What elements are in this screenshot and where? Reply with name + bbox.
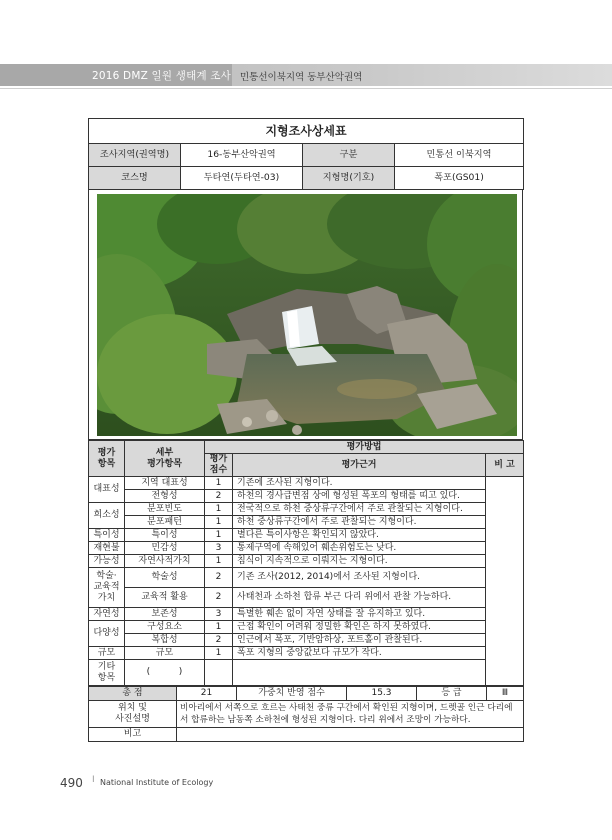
table-row bbox=[89, 660, 524, 686]
detail-cell: 보존성 bbox=[125, 608, 205, 621]
table-row bbox=[89, 490, 524, 503]
reason-cell: 침식이 지속적으로 이뤄지는 지형이다. bbox=[233, 555, 486, 568]
score-cell: 2 bbox=[205, 568, 233, 588]
score-summary-row bbox=[89, 687, 524, 701]
table-row bbox=[89, 529, 524, 542]
score-cell: 2 bbox=[205, 634, 233, 647]
table-row bbox=[89, 647, 524, 660]
region-label: 조사지역(권역명) bbox=[89, 144, 181, 167]
table-row bbox=[89, 477, 524, 490]
table-row bbox=[89, 555, 524, 568]
note-value bbox=[177, 728, 524, 742]
location-description: 비아리에서 서쪽으로 흐르는 사태천 중류 구간에서 확인된 지형이며, 드렛골 인근 다리에서 합류하는 남동쪽 소하천에 형성된 지형이다. 다리 위에서 조망이 가능하다. bbox=[177, 701, 524, 728]
running-header-subtitle: 민통선이북지역 동부산악권역 bbox=[240, 72, 363, 83]
evaluation-table bbox=[88, 440, 524, 686]
category-cell: 희소성 bbox=[89, 503, 125, 529]
score-cell: 1 bbox=[205, 647, 233, 660]
survey-sheet bbox=[88, 118, 523, 738]
category-cell: 가능성 bbox=[89, 555, 125, 568]
col-item: 평가 항목 bbox=[89, 441, 125, 477]
detail-cell: 민감성 bbox=[125, 542, 205, 555]
location-label: 위치 및 사진설명 bbox=[89, 701, 177, 728]
detail-cell: 구성요소 bbox=[125, 621, 205, 634]
col-detail: 세부 평가항목 bbox=[125, 441, 205, 477]
info-table bbox=[88, 118, 524, 190]
category-cell: 다양성 bbox=[89, 621, 125, 647]
category-cell: 대표성 bbox=[89, 477, 125, 503]
score-cell: 1 bbox=[205, 621, 233, 634]
note-cell bbox=[486, 477, 524, 686]
detail-cell: 학술성 bbox=[125, 568, 205, 588]
score-cell: 1 bbox=[205, 503, 233, 516]
reason-cell bbox=[233, 660, 486, 686]
table-row bbox=[89, 542, 524, 555]
detail-cell: ( ) bbox=[125, 660, 205, 686]
table-row bbox=[89, 588, 524, 608]
reason-cell: 전국적으로 하천 중상류구간에서 주로 관찰되는 지형이다. bbox=[233, 503, 486, 516]
table-row bbox=[89, 516, 524, 529]
reason-cell: 사태천과 소하천 합류 부근 다리 위에서 관찰 가능하다. bbox=[233, 588, 486, 608]
score-cell: 1 bbox=[205, 477, 233, 490]
region-value: 16-동부산악권역 bbox=[181, 144, 303, 167]
footer-separator: I bbox=[92, 775, 95, 785]
category-cell: 기타 항목 bbox=[89, 660, 125, 686]
detail-cell: 복합성 bbox=[125, 634, 205, 647]
col-method: 평가방법 bbox=[205, 441, 524, 454]
reason-cell: 별다른 특이사항은 확인되지 않았다. bbox=[233, 529, 486, 542]
category-cell: 재현불 bbox=[89, 542, 125, 555]
category-cell: 학술· 교육적 가치 bbox=[89, 568, 125, 608]
photo-frame bbox=[88, 190, 523, 440]
page-number: 490 bbox=[60, 776, 83, 790]
detail-cell: 지역 대표성 bbox=[125, 477, 205, 490]
header-divider bbox=[0, 88, 612, 89]
total-value: 21 bbox=[177, 687, 237, 701]
reason-cell: 하천의 경사급변점 상에 형성된 폭포의 형태를 띠고 있다. bbox=[233, 490, 486, 503]
detail-cell: 분포패턴 bbox=[125, 516, 205, 529]
reason-cell: 인근에서 폭포, 기반암하상, 포트홀이 관찰된다. bbox=[233, 634, 486, 647]
score-cell: 2 bbox=[205, 490, 233, 503]
col-score: 평가 점수 bbox=[205, 454, 233, 477]
col-note: 비 고 bbox=[486, 454, 524, 477]
location-row bbox=[89, 701, 524, 728]
total-label: 총 점 bbox=[89, 687, 177, 701]
grade-value: Ⅲ bbox=[487, 687, 524, 701]
grade-label: 등 급 bbox=[417, 687, 487, 701]
weighted-label: 가중치 반영 점수 bbox=[237, 687, 347, 701]
detail-cell: 자연사적가치 bbox=[125, 555, 205, 568]
detail-cell: 전형성 bbox=[125, 490, 205, 503]
table-row bbox=[89, 608, 524, 621]
detail-cell: 규모 bbox=[125, 647, 205, 660]
detail-cell: 분포빈도 bbox=[125, 503, 205, 516]
note-row bbox=[89, 728, 524, 742]
reason-cell: 폭포 지형의 중앙값보다 규모가 작다. bbox=[233, 647, 486, 660]
course-value: 두타연(두타연-03) bbox=[181, 167, 303, 190]
table-row bbox=[89, 568, 524, 588]
score-cell bbox=[205, 660, 233, 686]
waterfall-photo bbox=[97, 194, 517, 436]
course-label: 코스명 bbox=[89, 167, 181, 190]
table-row bbox=[89, 621, 524, 634]
category-cell: 규모 bbox=[89, 647, 125, 660]
score-cell: 3 bbox=[205, 608, 233, 621]
weighted-value: 15.3 bbox=[347, 687, 417, 701]
footer-organization: National Institute of Ecology bbox=[100, 778, 214, 787]
summary-table bbox=[88, 686, 524, 742]
category-cell: 특이성 bbox=[89, 529, 125, 542]
division-value: 민통선 이북지역 bbox=[395, 144, 524, 167]
landform-value: 폭포(GS01) bbox=[395, 167, 524, 190]
score-cell: 1 bbox=[205, 529, 233, 542]
reason-cell: 기존에 조사된 지형이다. bbox=[233, 477, 486, 490]
score-cell: 3 bbox=[205, 542, 233, 555]
landform-label: 지형명(기호) bbox=[303, 167, 395, 190]
detail-cell: 특이성 bbox=[125, 529, 205, 542]
score-cell: 1 bbox=[205, 516, 233, 529]
running-header-title: 2016 DMZ 일원 생태계 조사 bbox=[92, 70, 232, 82]
reason-cell: 하천 중상류구간에서 주로 관찰되는 지형이다. bbox=[233, 516, 486, 529]
table-row bbox=[89, 503, 524, 516]
table-row bbox=[89, 634, 524, 647]
score-cell: 2 bbox=[205, 588, 233, 608]
reason-cell: 기존 조사(2012, 2014)에서 조사된 지형이다. bbox=[233, 568, 486, 588]
col-reason: 평가근거 bbox=[233, 454, 486, 477]
sheet-title: 지형조사상세표 bbox=[89, 119, 524, 144]
category-cell: 자연성 bbox=[89, 608, 125, 621]
detail-cell: 교육적 활용 bbox=[125, 588, 205, 608]
reason-cell: 특별한 훼손 없이 자연 상태를 잘 유지하고 있다. bbox=[233, 608, 486, 621]
score-cell: 1 bbox=[205, 555, 233, 568]
reason-cell: 통제구역에 속해있어 훼손위험도는 낮다. bbox=[233, 542, 486, 555]
note-label: 비고 bbox=[89, 728, 177, 742]
division-label: 구분 bbox=[303, 144, 395, 167]
reason-cell: 근접 확인이 어려워 정밀한 확인은 하지 못하였다. bbox=[233, 621, 486, 634]
